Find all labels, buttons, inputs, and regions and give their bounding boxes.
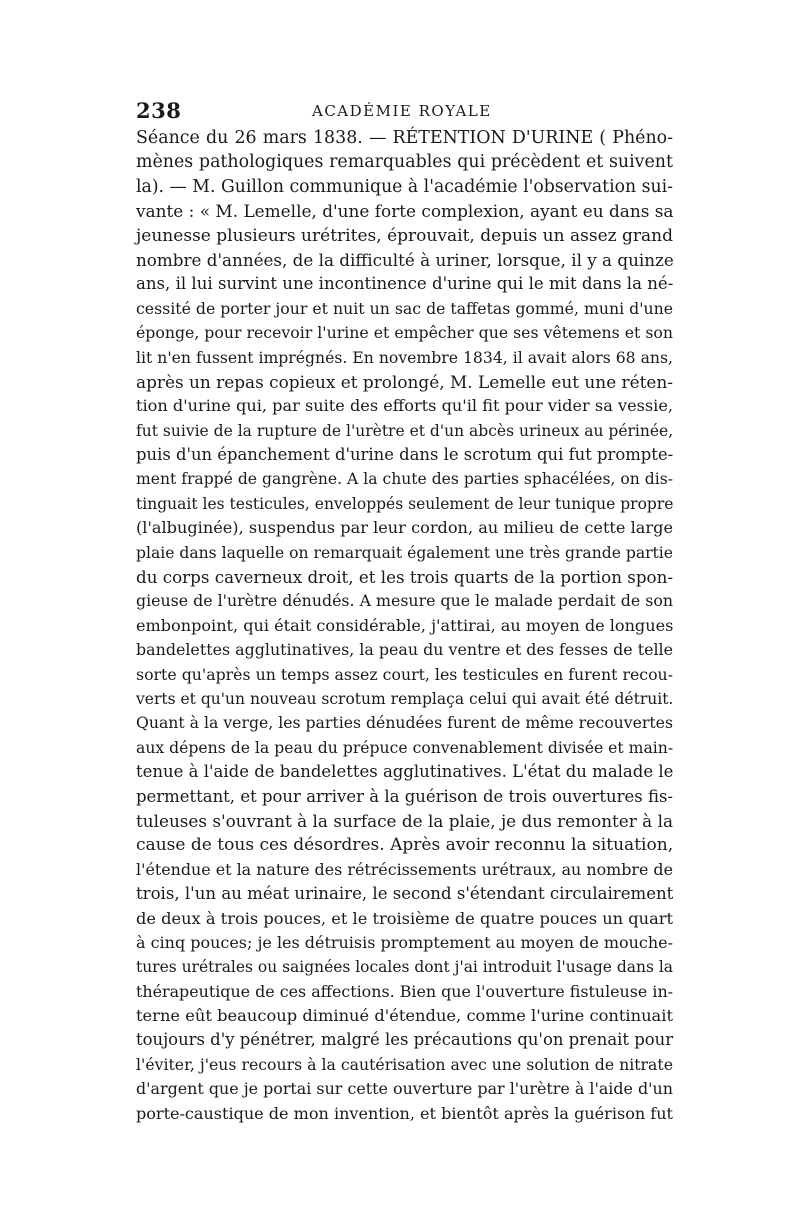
text-line: nombre d'années, de la difficulté à uriner, lorsque, il y a quinze bbox=[136, 249, 674, 270]
text-line: plaie dans laquelle on remarquait également une très grande partie bbox=[136, 543, 673, 562]
text-line: trois, l'un au méat urinaire, le second s'étendant circulairement bbox=[136, 884, 674, 904]
text-line: ans, il lui survint une incontinence d'urine qui le mit dans la né- bbox=[136, 274, 674, 294]
text-line: tuleuses s'ouvrant à la surface de la plaie, je dus remonter à la bbox=[136, 810, 673, 831]
text-line: puis d'un épanchement d'urine dans le scrotum qui fut prompte- bbox=[136, 445, 674, 465]
text-line: sorte qu'après un temps assez court, les testicules en furent recou- bbox=[136, 664, 673, 684]
text-line: terne eût beaucoup diminué d'étendue, comme l'urine continuait bbox=[136, 1006, 673, 1026]
text-line: bandelettes agglutinatives, la peau du ventre et des fesses de telle bbox=[136, 640, 673, 660]
text-line: fut suivie de la rupture de l'urètre et d'un abcès urineux au périnée, bbox=[136, 421, 674, 440]
text-line: (l'albuginée), suspendus par leur cordon, au milieu de cette large bbox=[136, 518, 673, 538]
text-line: porte-caustique de mon invention, et bientôt après la guérison fut bbox=[136, 1103, 673, 1123]
text-line: permettant, et pour arriver à la guérison de trois ouvertures fis- bbox=[136, 786, 673, 806]
running-title: ACADÉMIE ROYALE bbox=[312, 102, 492, 120]
text-line: toujours d'y pénétrer, malgré les précautions qu'on prenait pour bbox=[136, 1030, 674, 1050]
text-line: embonpoint, qui était considérable, j'attirai, au moyen de longues bbox=[136, 615, 674, 635]
page-number: 238 bbox=[136, 98, 182, 123]
text-line: vante : « M. Lemelle, d'une forte complexion, ayant eu dans sa bbox=[136, 201, 674, 222]
text-line: de deux à trois pouces, et le troisième de quatre pouces un quart bbox=[136, 908, 673, 928]
text-line: ment frappé de gangrène. A la chute des parties sphacélées, on dis- bbox=[136, 470, 673, 489]
text-line: après un repas copieux et prolongé, M. Lemelle eut une réten- bbox=[136, 371, 673, 392]
text-line: la). — M. Guillon communique à l'académie l'observation sui- bbox=[136, 176, 673, 197]
text-line: cause de tous ces désordres. Après avoir reconnu la situation, bbox=[136, 835, 674, 856]
text-line: l'éviter, j'eus recours à la cautérisation avec une solution de nitrate bbox=[136, 1054, 673, 1074]
running-head bbox=[136, 98, 673, 128]
text-line: thérapeutique de ces affections. Bien que l'ouverture fistuleuse in- bbox=[136, 981, 674, 1001]
text-line: aux dépens de la peau du prépuce convenablement divisée et main- bbox=[136, 737, 674, 757]
text-line: tures urétrales ou saignées locales dont j'ai introduit l'usage dans la bbox=[136, 958, 673, 977]
text-line: Séance du 26 mars 1838. — RÉTENTION D'URINE ( Phéno- bbox=[136, 128, 673, 148]
text-line: verts et qu'un nouveau scrotum remplaça celui qui avait été détruit. bbox=[136, 689, 674, 708]
text-line: lit n'en fussent imprégnés. En novembre 1834, il avait alors 68 ans, bbox=[136, 347, 673, 367]
text-line: cessité de porter jour et nuit un sac de taffetas gommé, muni d'une bbox=[136, 298, 674, 318]
text-line: à cinq pouces; je les détruisis promptement au moyen de mouche- bbox=[136, 932, 673, 952]
text-line: gieuse de l'urètre dénudés. A mesure que le malade perdait de son bbox=[136, 591, 673, 611]
text-line: jeunesse plusieurs urétrites, éprouvait, depuis un assez grand bbox=[136, 225, 674, 246]
text-line: tinguait les testicules, enveloppés seulement de leur tunique propre bbox=[136, 494, 674, 513]
text-line: mènes pathologiques remarquables qui précèdent et suivent bbox=[136, 152, 673, 173]
text-line: du corps caverneux droit, et les trois quarts de la portion spon- bbox=[136, 567, 673, 588]
text-line: l'étendue et la nature des rétrécissements urétraux, au nombre de bbox=[136, 859, 673, 879]
text-line: d'argent que je portai sur cette ouverture par l'urètre à l'aide d'un bbox=[136, 1079, 673, 1099]
text-line: Quant à la verge, les parties dénudées furent de même recouvertes bbox=[136, 713, 673, 733]
text-line: tion d'urine qui, par suite des efforts qu'il fit pour vider sa vessie, bbox=[136, 396, 673, 416]
text-line: tenue à l'aide de bandelettes agglutinatives. L'état du malade le bbox=[136, 762, 674, 782]
text-line: éponge, pour recevoir l'urine et empêcher que ses vêtemens et son bbox=[136, 323, 674, 343]
body-text bbox=[136, 126, 673, 1126]
